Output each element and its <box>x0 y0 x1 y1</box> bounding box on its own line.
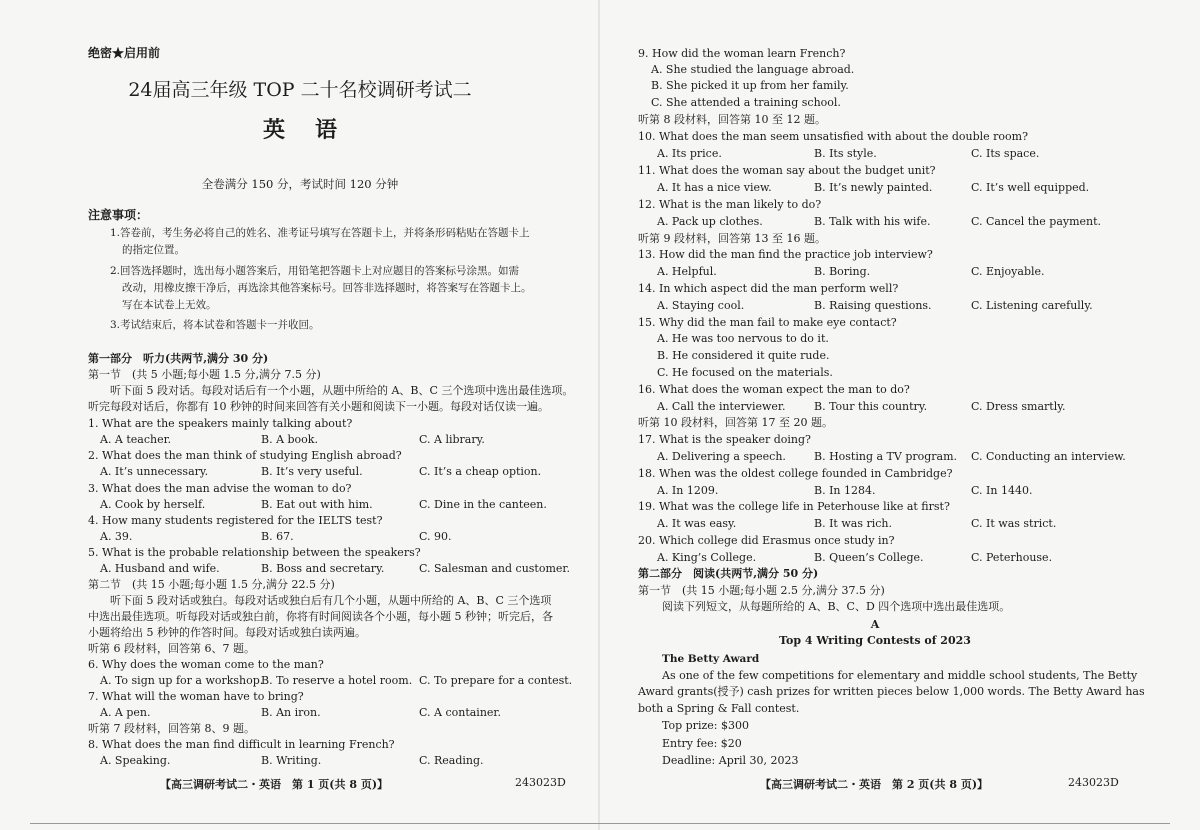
question-stem: 19. What was the college life in Peterhouse like at first? <box>638 500 950 513</box>
option-c: C. A library. <box>419 433 485 446</box>
option-b: B. It’s very useful. <box>261 465 363 478</box>
option-a: A. Speaking. <box>100 754 171 767</box>
part2-title: 第二部分 阅读(共两节,满分 50 分) <box>638 567 819 580</box>
question-stem: 14. In which aspect did the man perform well? <box>638 282 899 295</box>
passage-title: Top 4 Writing Contests of 2023 <box>779 634 971 647</box>
option-a: A. King’s College. <box>657 551 757 564</box>
option-b: B. An iron. <box>261 706 321 719</box>
question-stem: 15. Why did the man fail to make eye contact? <box>638 316 897 329</box>
option-c: C. A container. <box>419 706 501 719</box>
notice-line: 改动，用橡皮擦干净后，再选涂其他答案标号。回答非选择题时，将答案写在答题卡上。 <box>122 282 532 294</box>
option-b: B. Eat out with him. <box>261 498 373 511</box>
option-c: C. Listening carefully. <box>971 299 1093 312</box>
exam-title: 24届高三年级 TOP 二十名校调研考试二 <box>128 79 472 101</box>
option-a: A. Cook by herself. <box>100 498 206 511</box>
page-2 <box>600 0 1200 800</box>
question-stem: 10. What does the man seem unsatisfied with about the double room? <box>638 130 1029 143</box>
option-a: A. Delivering a speech. <box>657 450 786 463</box>
part1-title: 第一部分 听力(共两节,满分 30 分) <box>88 352 269 365</box>
question-stem: 6. Why does the woman come to the man? <box>88 658 324 671</box>
option-c: C. To prepare for a contest. <box>419 674 573 687</box>
option-a: A. Pack up clothes. <box>657 215 763 228</box>
material-hint: 听第 6 段材料，回答第 6、7 题。 <box>88 642 255 655</box>
material-hint: 听第 10 段材料，回答第 17 至 20 题。 <box>638 416 833 429</box>
option-a: A. It’s unnecessary. <box>100 465 209 478</box>
option-c: C. Peterhouse. <box>971 551 1053 564</box>
option-c: C. He focused on the materials. <box>657 366 833 379</box>
option-b: B. Hosting a TV program. <box>814 450 958 463</box>
option-b: B. In 1284. <box>814 484 876 497</box>
notice-line: 的指定位置。 <box>122 244 185 256</box>
reading-instruction: 阅读下列短文，从每题所给的 A、B、C、D 四个选项中选出最佳选项。 <box>662 600 1011 613</box>
option-b: B. Boring. <box>814 265 871 278</box>
question-stem: 1. What are the speakers mainly talking about? <box>88 417 353 430</box>
page-footer: 【高三调研考试二・英语 第 2 页(共 8 页)】 <box>760 778 989 791</box>
option-a: A. Staying cool. <box>657 299 745 312</box>
option-a: A. He was too nervous to do it. <box>657 332 829 345</box>
option-a: A. It has a nice view. <box>657 181 772 194</box>
option-a: A. A pen. <box>100 706 151 719</box>
section2-instruction: 中选出最佳选项。听每段对话或独白前，你将有时间阅读各个小题，每小题 5 秒钟；听完后，各 <box>88 610 553 623</box>
option-b: B. Its style. <box>814 147 877 160</box>
option-c: C. Its space. <box>971 147 1040 160</box>
material-hint: 听第 8 段材料，回答第 10 至 12 题。 <box>638 113 826 126</box>
option-a: A. It was easy. <box>657 517 737 530</box>
question-stem: 9. How did the woman learn French? <box>638 47 846 60</box>
section2-title: 第二节 (共 15 小题;每小题 1.5 分,满分 22.5 分) <box>88 578 335 591</box>
deadline: Deadline: April 30, 2023 <box>662 754 799 767</box>
option-b: B. Writing. <box>261 754 322 767</box>
question-stem: 8. What does the man find difficult in learning French? <box>88 738 395 751</box>
score-info: 全卷满分 150 分，考试时间 120 分钟 <box>201 177 399 191</box>
reading-section1-title: 第一节 (共 15 小题;每小题 2.5 分,满分 37.5 分) <box>638 584 885 597</box>
section2-instruction: 小题将给出 5 秒钟的作答时间。每段对话或独白读两遍。 <box>88 626 366 639</box>
option-c: C. It’s well equipped. <box>971 181 1090 194</box>
bottom-rule <box>30 823 1170 824</box>
entry-fee: Entry fee: $20 <box>662 737 742 750</box>
question-stem: 20. Which college did Erasmus once study in? <box>638 534 895 547</box>
question-stem: 2. What does the man think of studying English abroad? <box>88 449 402 462</box>
option-b: B. Raising questions. <box>814 299 932 312</box>
option-c: C. Conducting an interview. <box>971 450 1126 463</box>
option-a: A. She studied the language abroad. <box>651 63 855 76</box>
section1-instruction: 听完每段对话后，你都有 10 秒钟的时间来回答有关小题和阅读下一小题。每段对话仅读一遍。 <box>88 400 549 413</box>
passage-text: As one of the few competitions for elementary and middle school students, The Betty <box>662 669 1138 682</box>
question-stem: 4. How many students registered for the IELTS test? <box>88 514 383 527</box>
section1-title: 第一节 (共 5 小题;每小题 1.5 分,满分 7.5 分) <box>88 368 321 381</box>
question-stem: 3. What does the man advise the woman to do? <box>88 482 352 495</box>
option-a: A. 39. <box>100 530 133 543</box>
exam-code: 243023D <box>515 776 566 789</box>
question-stem: 12. What is the man likely to do? <box>638 198 822 211</box>
notice-line: 1.答卷前，考生务必将自己的姓名、准考证号填写在答题卡上，并将条形码粘贴在答题卡上 <box>110 227 530 239</box>
passage-text: both a Spring & Fall contest. <box>638 702 800 715</box>
subject-title: 英语 <box>262 117 367 143</box>
question-stem: 7. What will the woman have to bring? <box>88 690 304 703</box>
option-b: B. She picked it up from her family. <box>651 79 849 92</box>
option-c: C. Cancel the payment. <box>971 215 1102 228</box>
passage-letter: A <box>870 618 880 631</box>
exam-code: 243023D <box>1068 776 1119 789</box>
section2-instruction: 听下面 5 段对话或独白。每段对话或独白后有几个小题，从题中所给的 A、B、C 三个选项 <box>110 594 552 607</box>
option-b: B. 67. <box>261 530 294 543</box>
page-1 <box>0 0 600 800</box>
option-b: B. A book. <box>261 433 318 446</box>
material-hint: 听第 9 段材料，回答第 13 至 16 题。 <box>638 232 826 245</box>
confidential-label: 绝密★启用前 <box>88 46 161 60</box>
question-stem: 11. What does the woman say about the budget unit? <box>638 164 936 177</box>
option-b: B. Tour this country. <box>814 400 928 413</box>
option-a: A. To sign up for a workshop. <box>100 674 264 687</box>
question-stem: 5. What is the probable relationship between the speakers? <box>88 546 421 559</box>
option-b: B. Boss and secretary. <box>261 562 385 575</box>
question-stem: 17. What is the speaker doing? <box>638 433 811 446</box>
section1-instruction: 听下面 5 段对话。每段对话后有一个小题，从题中所给的 A、B、C 三个选项中选出最佳选项。 <box>110 384 574 397</box>
option-b: B. It’s newly painted. <box>814 181 933 194</box>
option-a: A. In 1209. <box>657 484 719 497</box>
notice-title: 注意事项： <box>88 208 149 222</box>
option-c: C. It was strict. <box>971 517 1057 530</box>
award-name: The Betty Award <box>662 653 760 665</box>
option-a: A. A teacher. <box>100 433 172 446</box>
option-b: B. He considered it quite rude. <box>657 349 830 362</box>
option-c: C. She attended a training school. <box>651 96 841 109</box>
option-a: A. Its price. <box>657 147 722 160</box>
option-c: C. Enjoyable. <box>971 265 1045 278</box>
option-c: C. Dine in the canteen. <box>419 498 547 511</box>
option-b: B. Queen’s College. <box>814 551 924 564</box>
option-c: C. 90. <box>419 530 452 543</box>
question-stem: 16. What does the woman expect the man to do? <box>638 383 910 396</box>
notice-line: 写在本试卷上无效。 <box>122 299 217 311</box>
option-a: A. Helpful. <box>657 265 717 278</box>
option-c: C. Dress smartly. <box>971 400 1066 413</box>
passage-text: Award grants(授予) cash prizes for written pieces below 1,000 words. The Betty Award has <box>638 685 1145 698</box>
option-a: A. Call the interviewer. <box>657 400 786 413</box>
page-footer: 【高三调研考试二・英语 第 1 页(共 8 页)】 <box>160 778 389 791</box>
option-b: B. To reserve a hotel room. <box>261 674 413 687</box>
question-stem: 13. How did the man find the practice job interview? <box>638 248 933 261</box>
option-c: C. In 1440. <box>971 484 1033 497</box>
material-hint: 听第 7 段材料，回答第 8、9 题。 <box>88 722 255 735</box>
option-b: B. Talk with his wife. <box>814 215 931 228</box>
notice-line: 3.考试结束后，将本试卷和答题卡一并收回。 <box>110 319 320 331</box>
option-b: B. It was rich. <box>814 517 892 530</box>
question-stem: 18. When was the oldest college founded in Cambridge? <box>638 467 953 480</box>
top-prize: Top prize: $300 <box>662 719 749 732</box>
option-c: C. Reading. <box>419 754 484 767</box>
option-c: C. It’s a cheap option. <box>419 465 542 478</box>
option-a: A. Husband and wife. <box>100 562 220 575</box>
option-c: C. Salesman and customer. <box>419 562 570 575</box>
notice-line: 2.回答选择题时，选出每小题答案后，用铅笔把答题卡上对应题目的答案标号涂黑。如需 <box>110 265 520 277</box>
